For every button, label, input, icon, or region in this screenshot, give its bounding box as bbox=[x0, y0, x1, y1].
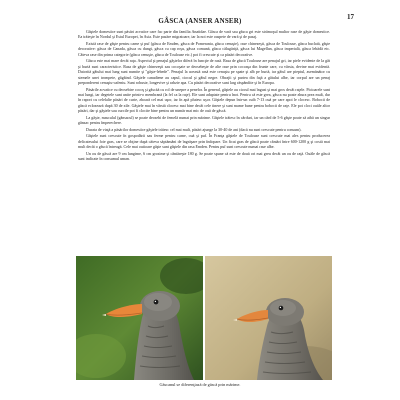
goose-figure bbox=[76, 256, 332, 380]
goose-photo-right-image bbox=[205, 256, 332, 380]
goose-photo-right bbox=[205, 256, 332, 380]
page-number: 17 bbox=[347, 13, 354, 21]
paragraph: Durata de viaţă a păsărilor domestice gâştele trăiesc cel mai mult, păsări ajunge la 30-40 de ani (dacă nu sunt crescute pentru consum). bbox=[86, 126, 302, 132]
figure-caption: Găscanul se diferenţiază de găscă prin mărime. bbox=[159, 382, 241, 387]
goose-photo-left bbox=[76, 256, 203, 380]
page-title: GÂSCA (ANSER ANSER) bbox=[158, 17, 242, 25]
paragraph: Gâştele domestice sunt păsări acvatice care fac parte din familia Anatidae. Gâsca de vară sau gâsca gri este strămoşul multor rase de gâşte domestice. Ea trăieşte în Nordul şi Estul Europei, în Asia. Este pasăre migratoare, iar la noi este oaspete de vară şi de pasaj. bbox=[78, 29, 330, 40]
paragraph: Păsările acvatice cu deosebire cocoş şi gâscăă cu rol de unepre a penelor. În general, gâştele au ciocul mai îngust şi mai gros decât raţele. Picioarele sunt mai lungi, iar degetele sunt unite printr-o membrană (la fel ca la raţe). Ele sunt adaptate pentru înot. Pentru că este grea, gâsca nu poate zbura prea mult, dar în raport cu celelalte păsări de curte, zboară cel mai uşor, iar în apă plutesc uşor. Gâştele depun într-un cuib 7-13 ouă pe care apoi le clocesc. Bobocii de gâscă eclozează după 30 de zile. Gâştele mai în vârstă clocesc mai bine decât cele tinere şi sunt mame bune pentru bobocii de raţe. Ele pot cloci ouăle altor păsări, dar şi gâştele sau curcile pot fi clocite bine pentru un număr mai mic de ouă de gâscă. bbox=[78, 86, 330, 114]
paragraph: Un ou de gâscă are 9 cm lungime, 6 cm grosime şi cântăreşte 180 g. Se poate spune că este de două ori mai greu decât un ou de raţă. Ouăle de gâscă sunt indicate în consumul uman. bbox=[78, 150, 330, 161]
paragraph: Gâsca este mai mare decât raţa. Aspectul şi penajul gâştelor diferă în funcţie de rasă. Rasa de gâscă Toulouse are penajul gri, iar piele evidente de la gât şi burtă sunt caracteristice. Rasa de gâşte chinezeşti sau cocoşate se deosebeşte de alte rase prin cocoaşa din frunte care, cu vârsta, devine mai evidentă. Datorită gâtului mai lung sunt numite şi "gâşte-lebede". Penajul la această rasă este cenuşiu pe spate şi alb pe burtă, iar gâtul are pieptul, asemănător cu stemele unei trompete, gâgâind. Gâştele canadiene au capul, ciocul şi gâtul negre. Obrajii şi partea din faţă a gâtului albe, iar corpul are un penaj preponderent cenuşiu-cafeniu. Sunt robuste, longevive şi rabzie apa. Cu păsări decorative sunt larg răspândite şi în Europa. bbox=[78, 58, 330, 86]
paragraph: Gâştele sunt crescute în gospodării sau ferme pentru carne, ouă şi puf. În Franţa gâştele de Toulouse sunt crescute mai ales pentru producerea delicatesului foie gras, care se obţine după căteva săptămâni de îngrăşare prin îndopare. Un ficat gras de gâscă poate cântări între 600-1200 g şi costă mai mult decât o gâscă întreagă. Cele mai outioare gâşte sunt gâştele din rasa Emden. Pentru puf sunt crescute numai rase albe. bbox=[78, 133, 330, 150]
paragraph: Există rase de gâşte pentru carne şi puf (gâsca de Emden, gâsca de Pomerania, gâsca cenuşie), rase chinezeşti, gâsca de Toulouse, gâsca buclată, gâşte decorative: gâsca de Canada, gâsca cu dungi, gâsca cu cap roşu, gâsca comună, gâsca călugăriţă, gâsca lui Magellan, gâsca imperială, gâsca lebădă etc. Câteva rase din prima categorie (gâsca cenuşie, gâsca de Toulouse etc.) pot fi crescute şi ca păsări decorative. bbox=[78, 40, 330, 57]
body-text bbox=[78, 29, 330, 162]
goose-photo-left-image bbox=[76, 256, 203, 380]
paragraph: La gâşte, masculul (gânsacul) se poate deosebi de femelă numai prin mărime. Gâştele trăiesc în cârduri, iar un cârd de 5-6 gâşte poate să aibă un singur gânsac pentru împerechere. bbox=[78, 114, 330, 126]
